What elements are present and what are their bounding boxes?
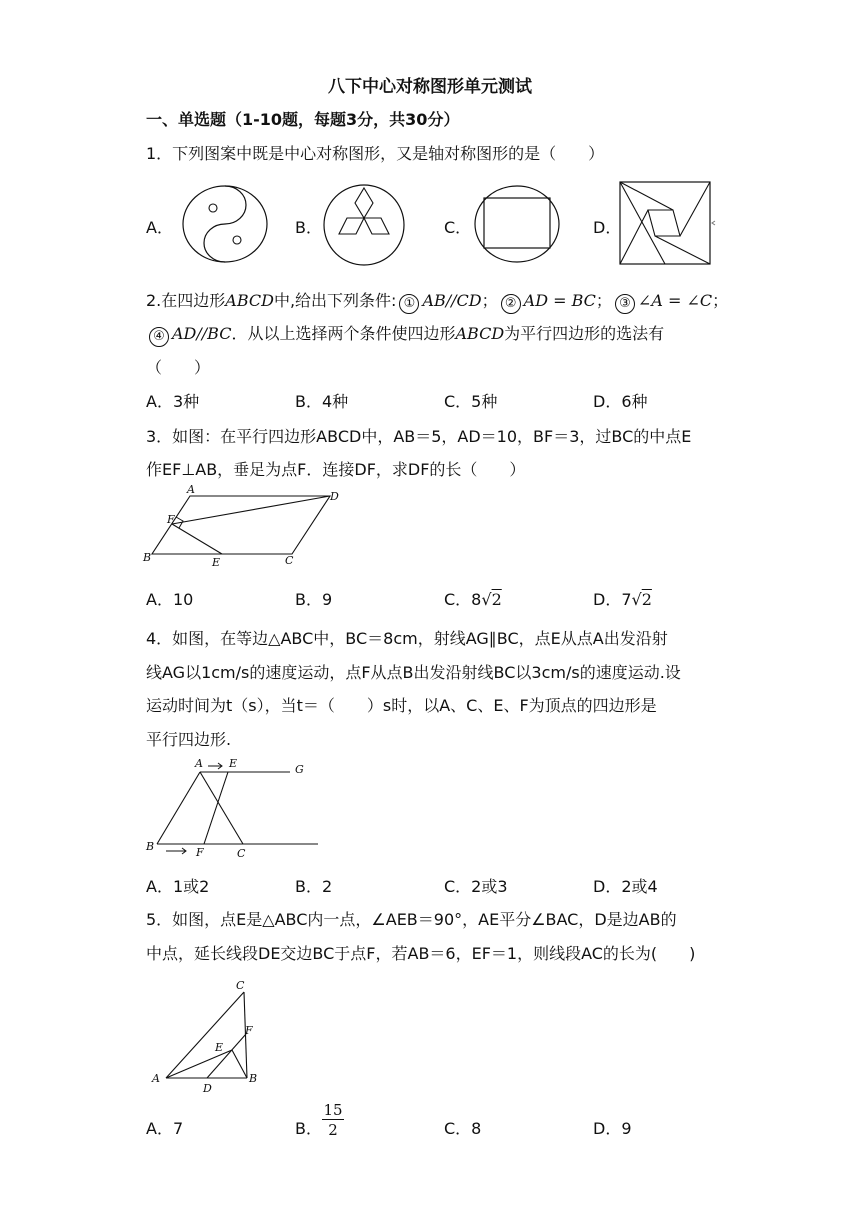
q3-line2: 作EF⊥AB，垂足为点F．连接DF，求DF的长（ ） [146, 460, 526, 479]
q1-figure-b-rhombi [323, 184, 405, 266]
q3-option-b: B．9 [295, 590, 333, 609]
q2-option-c: C．5种 [444, 392, 498, 411]
q3-label-b: B [143, 551, 152, 564]
q4-label-b: B [146, 840, 155, 853]
q4-option-d: D．2或4 [593, 877, 658, 896]
q2-line2-end: 为平行四边形的选法有 [504, 324, 665, 343]
q4-option-a: A．1或2 [146, 877, 210, 896]
q4-option-b: B．2 [295, 877, 333, 896]
q3-option-c-text: C．8 [444, 590, 482, 609]
q2-prefix: 2.在四边形 [146, 291, 226, 310]
q5-option-a: A．7 [146, 1119, 184, 1138]
q1-option-d-label: D． [593, 218, 622, 237]
q3-option-c [444, 587, 502, 610]
q2-cond1: AB//CD [422, 291, 482, 310]
q5-option-d: D．9 [593, 1119, 632, 1138]
q5-label-b: B [249, 1072, 258, 1085]
q4-label-f: F [196, 846, 204, 859]
q2-quad-name: ABCD [225, 291, 274, 310]
q3-option-d [593, 587, 652, 610]
q2-cond3: ∠A = ∠C [637, 291, 713, 310]
q4-label-g: G [295, 763, 304, 776]
q3-option-d-radicand: 2 [641, 590, 652, 609]
q5-label-d: D [203, 1082, 212, 1095]
q2-option-a: A．3种 [146, 392, 200, 411]
q3-label-a: A [187, 483, 195, 496]
q2-cond4-num: ④ [149, 327, 169, 347]
q1-option-b-label: B． [295, 218, 322, 237]
sqrt-icon: √ [631, 590, 642, 609]
q2-mid: 中,给出下列条件: [273, 291, 397, 310]
q3-option-a: A．10 [146, 590, 194, 609]
page-title: 八下中心对称图形单元测试 [328, 77, 532, 97]
q2-sep-2: ； [595, 291, 612, 310]
q2-option-b: B．4种 [295, 392, 349, 411]
q5-line2: 中点，延长线段DE交边BC于点F，若AB＝6，EF＝1，则线段AC的长为( ) [146, 944, 696, 963]
q4-label-e: E [229, 757, 238, 770]
q1-stem: 1．下列图案中既是中心对称图形，又是轴对称图形的是（ ） [146, 144, 605, 163]
q3-option-c-radicand: 2 [491, 590, 502, 609]
q1-figure-a-yinyang [180, 184, 270, 264]
q2-line2 [146, 321, 664, 347]
q2-line2-text: ．从以上选择两个条件使四边形 [231, 324, 456, 343]
q5-figure-triangle [140, 972, 280, 1098]
q3-line1: 3．如图：在平行四边形ABCD中，AB＝5，AD＝10，BF＝3，过BC的中点E [146, 427, 692, 446]
q5-fraction-denominator: 2 [328, 1121, 338, 1139]
q3-label-d: D [330, 490, 339, 503]
q3-label-f: F [167, 513, 175, 526]
q3-option-d-text: D．7 [593, 590, 632, 609]
q5-label-e: E [215, 1041, 224, 1054]
q2-cond2-num: ② [501, 294, 521, 314]
q5-option-b-label: B． [295, 1119, 322, 1138]
section-heading: 一、单选题（1-10题，每题3分，共30分） [146, 110, 460, 129]
q2-option-d: D．6种 [593, 392, 648, 411]
q1-option-c-label: C． [444, 218, 472, 237]
q5-option-b-fraction [322, 1102, 344, 1140]
q2-sep-1: ； [481, 291, 498, 310]
sqrt-icon: √ [481, 590, 492, 609]
q4-line4: 平行四边形. [146, 730, 232, 749]
q5-option-c: C．8 [444, 1119, 482, 1138]
q2-cond4: AD//BC [172, 324, 232, 343]
q4-option-c: C．2或3 [444, 877, 508, 896]
q4-line1: 4．如图，在等边△ABC中，BC＝8cm，射线AG∥BC，点E从点A出发沿射 [146, 629, 668, 648]
q4-line3: 运动时间为t（s），当t＝（ ）s时，以A、C、E、F为顶点的四边形是 [146, 696, 657, 715]
q2-line1 [146, 288, 728, 314]
q5-label-c: C [236, 979, 245, 992]
q3-label-c: C [285, 554, 294, 567]
q3-figure-parallelogram [140, 484, 350, 570]
q4-label-a: A [195, 757, 203, 770]
q1-option-a-label: A． [146, 218, 173, 237]
q2-cond1-num: ① [399, 294, 419, 314]
q3-label-e: E [212, 556, 221, 569]
q2-quad-name-2: ABCD [455, 324, 505, 343]
q5-label-a: A [152, 1072, 160, 1085]
q5-line1: 5．如图，点E是△ABC内一点，∠AEB＝90°，AE平分∠BAC，D是边AB的 [146, 910, 677, 929]
q2-cond2: AD = BC [523, 291, 596, 310]
q1-figure-c-rectangle-in-circle [472, 184, 562, 264]
q2-cond3-num: ③ [615, 294, 635, 314]
q2-sep-3: ； [712, 291, 729, 310]
q4-line2: 线AG以1cm/s的速度运动，点F从点B出发沿射线BC以3cm/s的速度运动.设 [146, 663, 681, 682]
q2-answer-paren: （ ） [146, 358, 211, 377]
q4-label-c: C [237, 847, 246, 860]
q5-label-f: F [245, 1024, 253, 1037]
q5-fraction-numerator: 15 [323, 1101, 343, 1119]
q4-figure-equilateral-triangle [140, 756, 330, 864]
q1-figure-d-pinwheel-square [618, 180, 718, 266]
